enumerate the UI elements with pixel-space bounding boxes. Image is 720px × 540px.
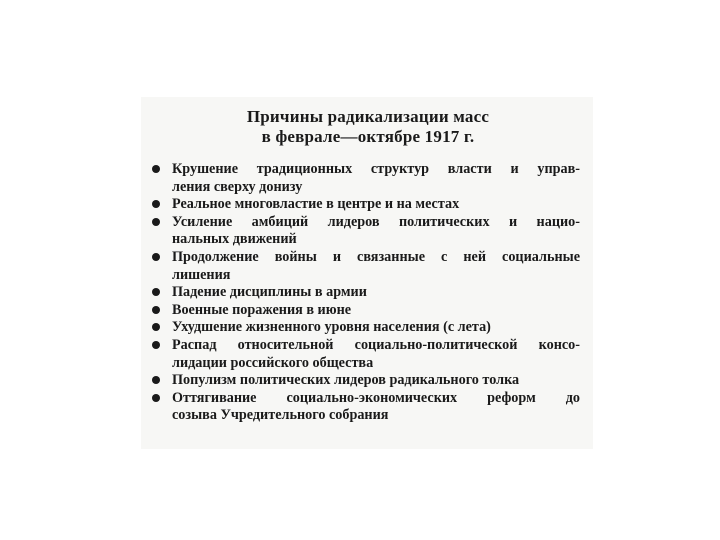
list-item: [150, 196, 580, 214]
title-line-1: Причины радикализации масс: [246, 107, 490, 126]
title-line-2: в феврале—октябре 1917 г.: [261, 127, 475, 146]
bullet-icon: [152, 376, 160, 384]
bullet-icon: [152, 218, 160, 226]
list-item: [150, 390, 580, 425]
list-item: [150, 372, 580, 390]
list-item: [150, 337, 580, 372]
list-item-line: лидации российского общества: [172, 354, 374, 371]
list-item-line: нальных движений: [172, 231, 297, 248]
list-item: [150, 249, 580, 284]
causes-list: [150, 161, 580, 425]
list-item-line: Распад относительной социально-политической консо-: [172, 336, 580, 353]
list-item: [150, 319, 580, 337]
list-item-line: Крушение традиционных структур власти и управ-: [172, 161, 580, 177]
list-item-line: Оттягивание социально-экономических реформ до: [172, 389, 580, 406]
list-item: [150, 161, 580, 196]
list-item: [150, 284, 580, 302]
list-item-line: лишения: [172, 266, 231, 283]
list-item-line: Военные поражения в июне: [172, 301, 352, 318]
list-item-line: Усиление амбиций лидеров политических и нацио-: [172, 213, 580, 230]
list-item-line: Популизм политических лидеров радикального толка: [172, 372, 520, 389]
bullet-icon: [152, 323, 160, 331]
list-item-line: Ухудшение жизненного уровня населения (с лета): [172, 319, 491, 336]
list-item: [150, 302, 580, 320]
list-item-line: Реальное многовластие в центре и на местах: [172, 196, 460, 213]
page-title: [148, 107, 588, 147]
list-item-line: Продолжение войны и связанные с ней социальные: [172, 248, 580, 265]
list-item-line: ления сверху донизу: [172, 178, 303, 195]
bullet-icon: [152, 253, 160, 261]
bullet-icon: [152, 306, 160, 314]
bullet-icon: [152, 200, 160, 208]
bullet-icon: [152, 165, 160, 173]
list-item-line: Падение дисциплины в армии: [172, 284, 367, 301]
bullet-icon: [152, 394, 160, 402]
list-item-line: созыва Учредительного собрания: [172, 407, 389, 424]
bullet-icon: [152, 288, 160, 296]
bullet-icon: [152, 341, 160, 349]
list-item: [150, 214, 580, 249]
